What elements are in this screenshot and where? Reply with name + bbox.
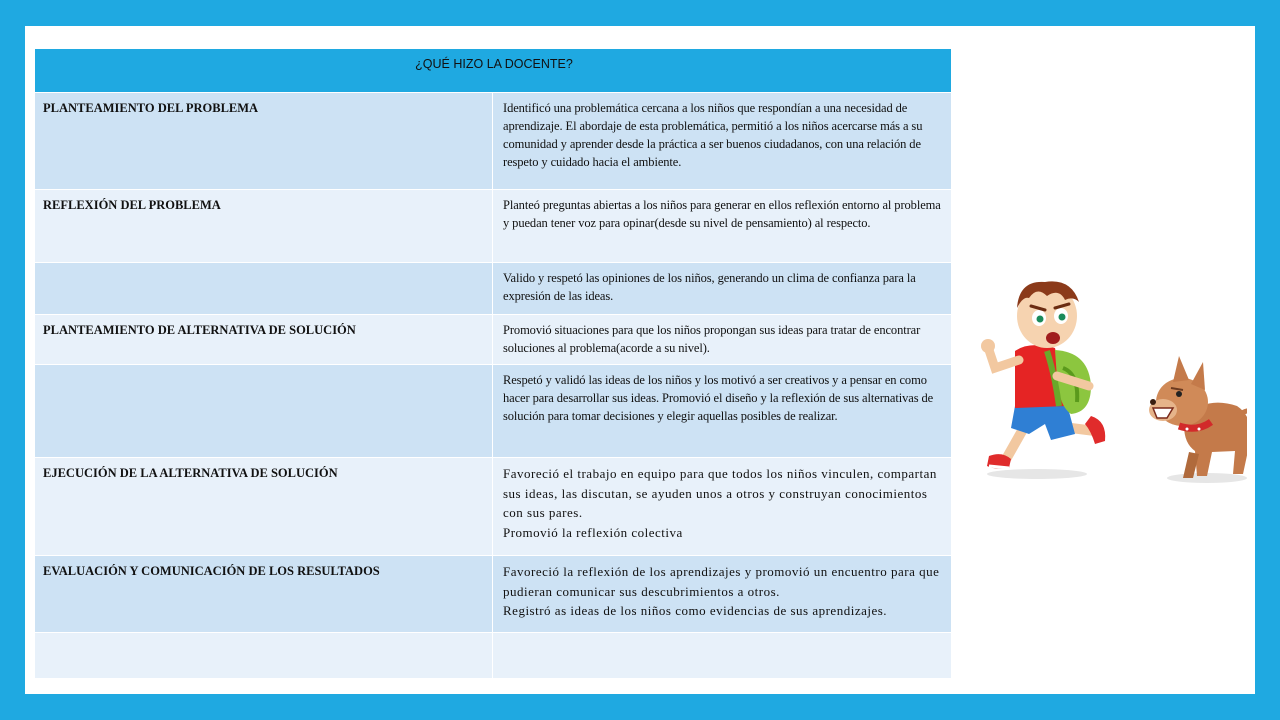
table-row [35, 633, 952, 679]
stage-cell: REFLEXIÓN DEL PROBLEMA [35, 190, 493, 263]
table-row [35, 365, 952, 458]
table-header: ¿QUÉ HIZO LA DOCENTE? [35, 49, 952, 93]
table-row [35, 263, 952, 315]
stage-cell: PLANTEAMIENTO DEL PROBLEMA [35, 93, 493, 190]
stage-cell: EJECUCIÓN DE LA ALTERNATIVA DE SOLUCIÓN [35, 458, 493, 556]
table-row [35, 556, 952, 633]
table-row [35, 190, 952, 263]
boy-icon [981, 281, 1105, 479]
slide [25, 26, 1255, 694]
boy-running-from-dog-icon [967, 256, 1247, 486]
action-cell: Valido y respetó las opiniones de los niños, generando un clima de confianza para la expresión de las ideas. [493, 263, 952, 315]
action-cell: Planteó preguntas abiertas a los niños para generar en ellos reflexión entorno al problema y puedan tener voz para opinar(desde su nivel de pensamiento) al respecto. [493, 190, 952, 263]
action-cell: Favoreció la reflexión de los aprendizajes y promovió un encuentro para que pudieran comunicar sus descubrimientos a otros. Registró as ideas de los niños como evidencias de sus aprendizajes. [493, 556, 952, 633]
table-row [35, 93, 952, 190]
stage-cell: PLANTEAMIENTO DE ALTERNATIVA DE SOLUCIÓN [35, 315, 493, 365]
action-cell [493, 633, 952, 679]
stage-cell: EVALUACIÓN Y COMUNICACIÓN DE LOS RESULTADOS [35, 556, 493, 633]
stage-cell [35, 263, 493, 315]
table-header-row [35, 49, 952, 93]
stage-cell [35, 365, 493, 458]
teacher-actions-table [34, 48, 952, 679]
table-row [35, 315, 952, 365]
table-row [35, 458, 952, 556]
action-cell: Favoreció el trabajo en equipo para que todos los niños vinculen, compartan sus ideas, las discutan, se ayuden unos a otros y construyan conocimientos con sus pares. Promovió la reflexión colectiva [493, 458, 952, 556]
stage-cell [35, 633, 493, 679]
dog-icon [1149, 356, 1247, 483]
action-cell: Promovió situaciones para que los niños propongan sus ideas para tratar de encontrar soluciones al problema(acorde a su nivel). [493, 315, 952, 365]
action-cell: Respetó y validó las ideas de los niños y los motivó a ser creativos y a pensar en como hacer para desarrollar sus ideas. Promovió el diseño y la reflexión de sus alternativas de solución para tomar decisiones y elegir aquellas posibles de realizar. [493, 365, 952, 458]
action-cell: Identificó una problemática cercana a los niños que respondían a una necesidad de aprendizaje. El abordaje de esta problemática, permitió a los niños acercarse más a su comunidad y aprender desde la práctica a ser buenos ciudadanos, con una relación de respeto y cuidado hacia el ambiente. [493, 93, 952, 190]
